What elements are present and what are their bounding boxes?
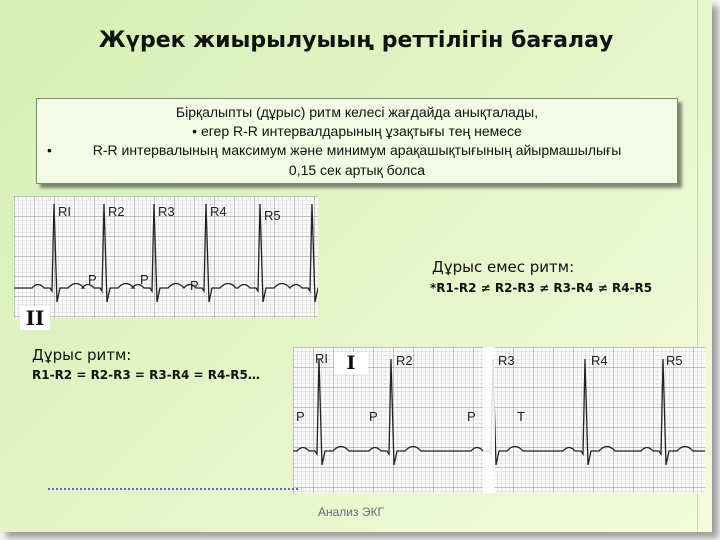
irregular-label-p2: P [369,409,378,424]
definition-box [36,98,678,184]
irregular-label-t: T [517,409,525,424]
regular-label-r2: R2 [108,204,125,219]
irregular-rhythm-heading [432,258,574,276]
definition-line-4: 0,15 сек артық болса [288,162,426,178]
regular-label-r5: R5 [264,208,281,223]
regular-label-p1: P [88,272,97,287]
definition-line-2: • егер R-R интервалдарының ұзақтығы тең немесе [192,123,522,139]
regular-label-r3: R3 [158,204,175,219]
irregular-rhythm-formula: *R1-R2 ≠ R2-R3 ≠ R3-R4 ≠ R4-R5 [430,281,653,295]
irregular-rhythm-title: Дұрыс емес ритм [432,258,570,276]
irregular-label-p1: P [296,409,305,424]
irregular-label-r1: RI [315,351,328,366]
lead-ii-label: II [20,306,50,330]
irregular-label-r4: R4 [591,353,608,368]
regular-label-r1: RI [58,204,71,219]
definition-bullet: • [47,142,52,158]
irregular-ecg-waveform [293,359,705,465]
irregular-label-r5: R5 [666,353,683,368]
slide-title: Жүрек жиырылуыың реттілігін бағалау [98,28,614,53]
regular-rhythm-ecg-strip [14,196,318,318]
footer-text: Анализ ЭКГ [318,505,384,519]
regular-label-p2: P [140,272,149,287]
strip-join-gap [483,347,495,493]
irregular-rhythm-colon: : [569,258,575,276]
regular-rhythm-formula: R1-R2 = R2-R3 = R3-R4 = R4-R5… [32,368,260,382]
irregular-label-r2: R2 [396,353,413,368]
definition-line-1: Бірқалыпты (дұрыс) ритм келесі жағдайда анықталады, [175,104,539,120]
lead-i-label: I [334,352,368,374]
irregular-label-p3: P [467,409,476,424]
regular-rhythm-heading: Дұрыс ритм: [32,346,132,364]
definition-line-3: R-R интервалының максимум және минимум арақашықтығының айырмашылығы [92,142,622,158]
regular-label-r4: R4 [210,204,227,219]
regular-label-p3: P [190,278,199,293]
dotted-divider [48,488,298,490]
irregular-label-r3: R3 [498,353,515,368]
